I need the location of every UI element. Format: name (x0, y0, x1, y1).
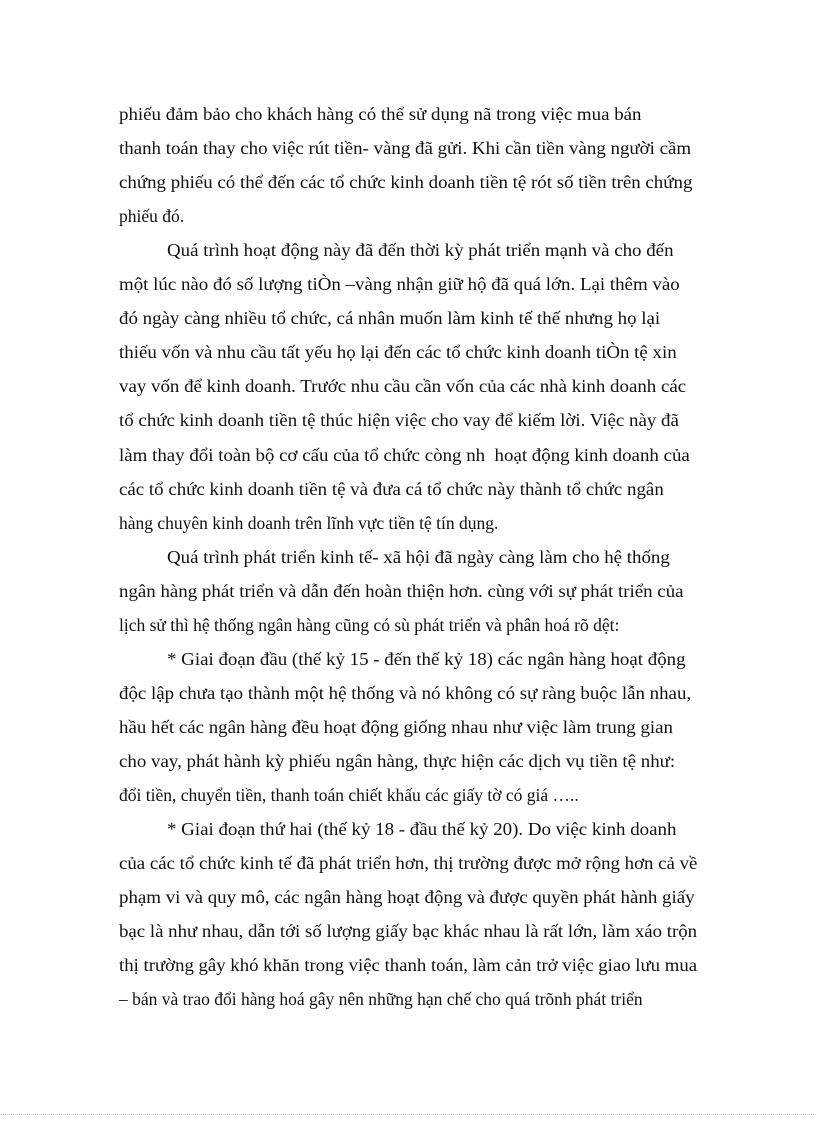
text-line: phiếu đảm bảo cho khách hàng có thể sử dụng nã trong việc mua bán (119, 104, 642, 124)
text-line: một lúc nào đó số lượng tiÒn –vàng nhận giữ hộ đã quá lớn. Lại thêm vào (119, 274, 680, 294)
text-line: phạm vi và quy mô, các ngân hàng hoạt động và được quyền phát hành giấy (119, 887, 695, 907)
text-line: vay vốn để kinh doanh. Trước nhu cầu cần vốn của các nhà kinh doanh các (119, 376, 687, 396)
text-line: bạc là như nhau, dẫn tới số lượng giấy bạc khác nhau là rất lớn, làm xáo trộn (119, 921, 698, 941)
text-line: * Giai đoạn đầu (thế kỷ 15 - đến thế kỷ 18) các ngân hàng hoạt động (167, 649, 686, 669)
text-line: độc lập chưa tạo thành một hệ thống và nó không có sự ràng buộc lẫn nhau, (119, 683, 692, 703)
text-line: * Giai đoạn thứ hai (thế kỷ 18 - đầu thế kỷ 20). Do việc kinh doanh (167, 819, 677, 839)
text-line: đó ngày càng nhiều tổ chức, cá nhân muốn làm kinh tế thế nhưng họ lại (119, 308, 661, 328)
text-line: của các tổ chức kinh tế đã phát triển hơn, thị trường được mở rộng hơn cả về (119, 853, 698, 873)
text-line: thanh toán thay cho việc rút tiền- vàng đã gửi. Khi cần tiền vàng người cầm (119, 138, 692, 158)
text-line: tổ chức kinh doanh tiền tệ thúc hiện việc cho vay để kiếm lời. Việc này đã (119, 410, 679, 430)
text-line: ngân hàng phát triển và dẫn đến hoàn thiện hơn. cùng với sự phát triển của (119, 581, 684, 601)
text-line: thị trường gây khó khăn trong việc thanh toán, làm cản trở việc giao lưu mua (119, 955, 698, 975)
text-line: thiếu vốn và nhu cầu tất yếu họ lại đến các tổ chức kinh doanh tiÒn tệ xin (119, 342, 677, 362)
text-line: – bán và trao đổi hàng hoá gây nên những hạn chế cho quá trõnh phát triển (119, 989, 643, 1009)
text-line: Quá trình phát triển kinh tế- xã hội đã ngày càng làm cho hệ thống (167, 547, 670, 567)
text-line: các tổ chức kinh doanh tiền tệ và đưa cá tổ chức này thành tổ chức ngân (119, 479, 664, 499)
text-line: phiếu đó. (119, 206, 185, 226)
text-line: đổi tiền, chuyển tiền, thanh toán chiết khấu các giấy tờ có giá ….. (119, 785, 579, 805)
text-line: hầu hết các ngân hàng đều hoạt động giống nhau như việc làm trung gian (119, 717, 673, 737)
page-bottom-border (0, 1114, 816, 1115)
text-line: làm thay đổi toàn bộ cơ cấu của tổ chức còng nh hoạt động kinh doanh của (119, 445, 690, 465)
text-line: hàng chuyên kinh doanh trên lĩnh vực tiền tệ tín dụng. (119, 513, 499, 533)
text-line: chứng phiếu có thể đến các tổ chức kinh doanh tiền tệ rót số tiền trên chứng (119, 172, 693, 192)
text-line: lịch sử thì hệ thống ngân hàng cũng có sù phát triển và phân hoá rõ dệt: (119, 615, 620, 635)
text-line: Quá trình hoạt động này đã đến thời kỳ phát triển mạnh và cho đến (167, 240, 674, 260)
text-line: cho vay, phát hành kỳ phiếu ngân hàng, thực hiện các dịch vụ tiền tệ như: (119, 751, 676, 771)
